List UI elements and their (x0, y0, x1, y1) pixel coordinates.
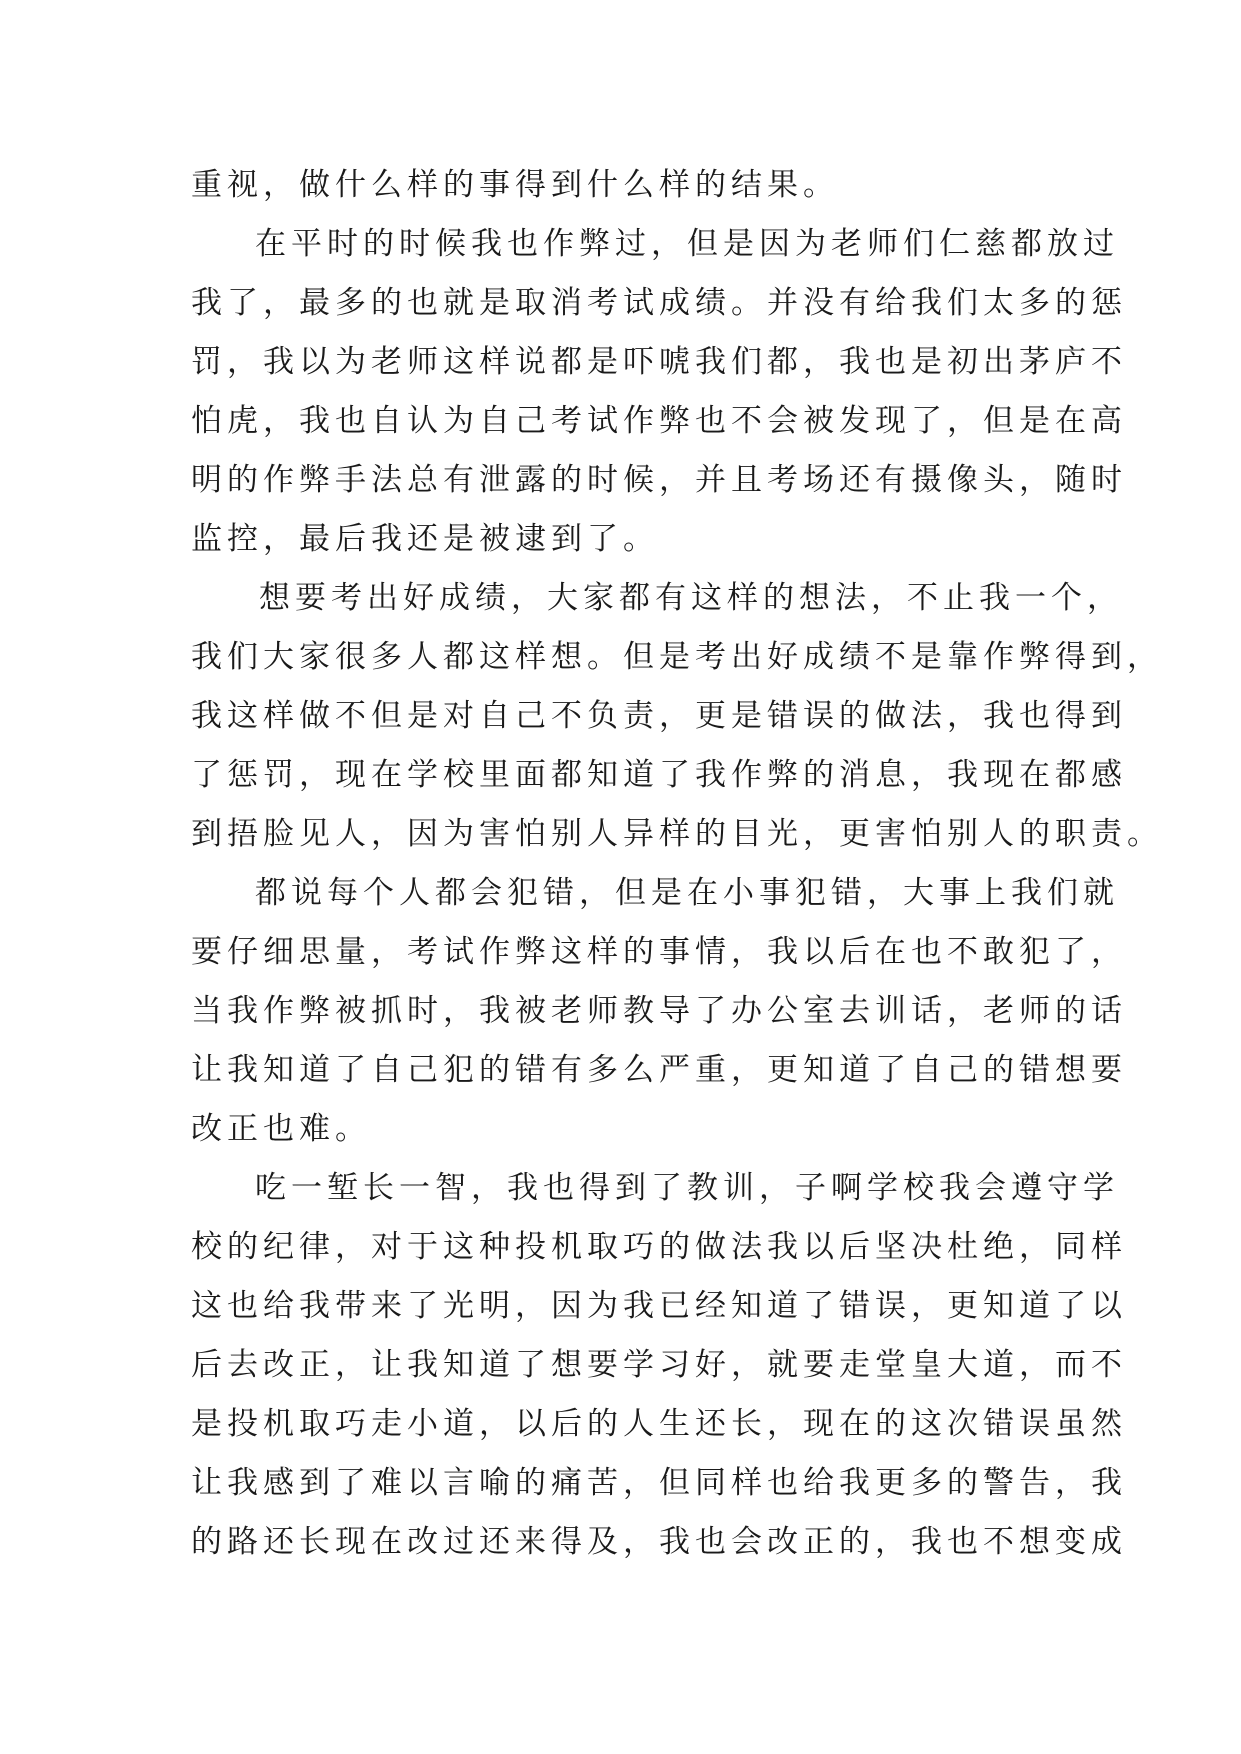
text-line: 都说每个人都会犯错，但是在小事犯错，大事上我们就 (255, 875, 1119, 911)
text-line: 重视，做什么样的事得到什么样的结果。 (191, 167, 839, 203)
text-line: 校的纪律，对于这种投机取巧的做法我以后坚决杜绝，同样 (191, 1229, 1127, 1265)
text-line: 后去改正，让我知道了想要学习好，就要走堂皇大道，而不 (191, 1347, 1127, 1383)
text-line: 当我作弊被抓时，我被老师教导了办公室去训话，老师的话 (191, 993, 1127, 1029)
text-line: 的路还长现在改过还来得及，我也会改正的，我也不想变成 (191, 1524, 1127, 1560)
text-line: 我这样做不但是对自己不负责，更是错误的做法，我也得到 (191, 698, 1127, 734)
text-line: 这也给我带来了光明，因为我已经知道了错误，更知道了以 (191, 1288, 1127, 1324)
text-line: 是投机取巧走小道，以后的人生还长，现在的这次错误虽然 (191, 1406, 1127, 1442)
text-line: 让我知道了自己犯的错有多么严重，更知道了自己的错想要 (191, 1052, 1127, 1088)
text-line: 我了，最多的也就是取消考试成绩。并没有给我们太多的惩 (191, 285, 1127, 321)
text-line: 要仔细思量，考试作弊这样的事情，我以后在也不敢犯了， (191, 934, 1127, 970)
paragraph-1 (191, 156, 1051, 215)
text-line: 罚，我以为老师这样说都是吓唬我们都，我也是初出茅庐不 (191, 344, 1127, 380)
text-line: 怕虎，我也自认为自己考试作弊也不会被发现了，但是在高 (191, 403, 1127, 439)
text-line: 让我感到了难以言喻的痛苦，但同样也给我更多的警告，我 (191, 1465, 1127, 1501)
paragraph-2 (191, 215, 1127, 569)
paragraph-5 (191, 1159, 1127, 1572)
text-line: 在平时的时候我也作弊过，但是因为老师们仁慈都放过 (255, 226, 1119, 262)
text-line: 明的作弊手法总有泄露的时候，并且考场还有摄像头，随时 (191, 462, 1127, 498)
text-line: 想要考出好成绩，大家都有这样的想法，不止我一个， (259, 580, 1123, 616)
text-line: 我们大家很多人都这样想。但是考出好成绩不是靠作弊得到， (191, 639, 1163, 675)
text-line: 吃一堑长一智，我也得到了教训，子啊学校我会遵守学 (255, 1170, 1119, 1206)
text-line: 了惩罚，现在学校里面都知道了我作弊的消息，我现在都感 (191, 757, 1127, 793)
document-body (191, 156, 1163, 1572)
paragraph-4 (191, 864, 1127, 1159)
paragraph-3 (191, 569, 1163, 864)
text-line: 到捂脸见人，因为害怕别人异样的目光，更害怕别人的职责。 (191, 816, 1163, 852)
text-line: 监控，最后我还是被逮到了。 (191, 521, 659, 557)
text-line: 改正也难。 (191, 1111, 371, 1147)
